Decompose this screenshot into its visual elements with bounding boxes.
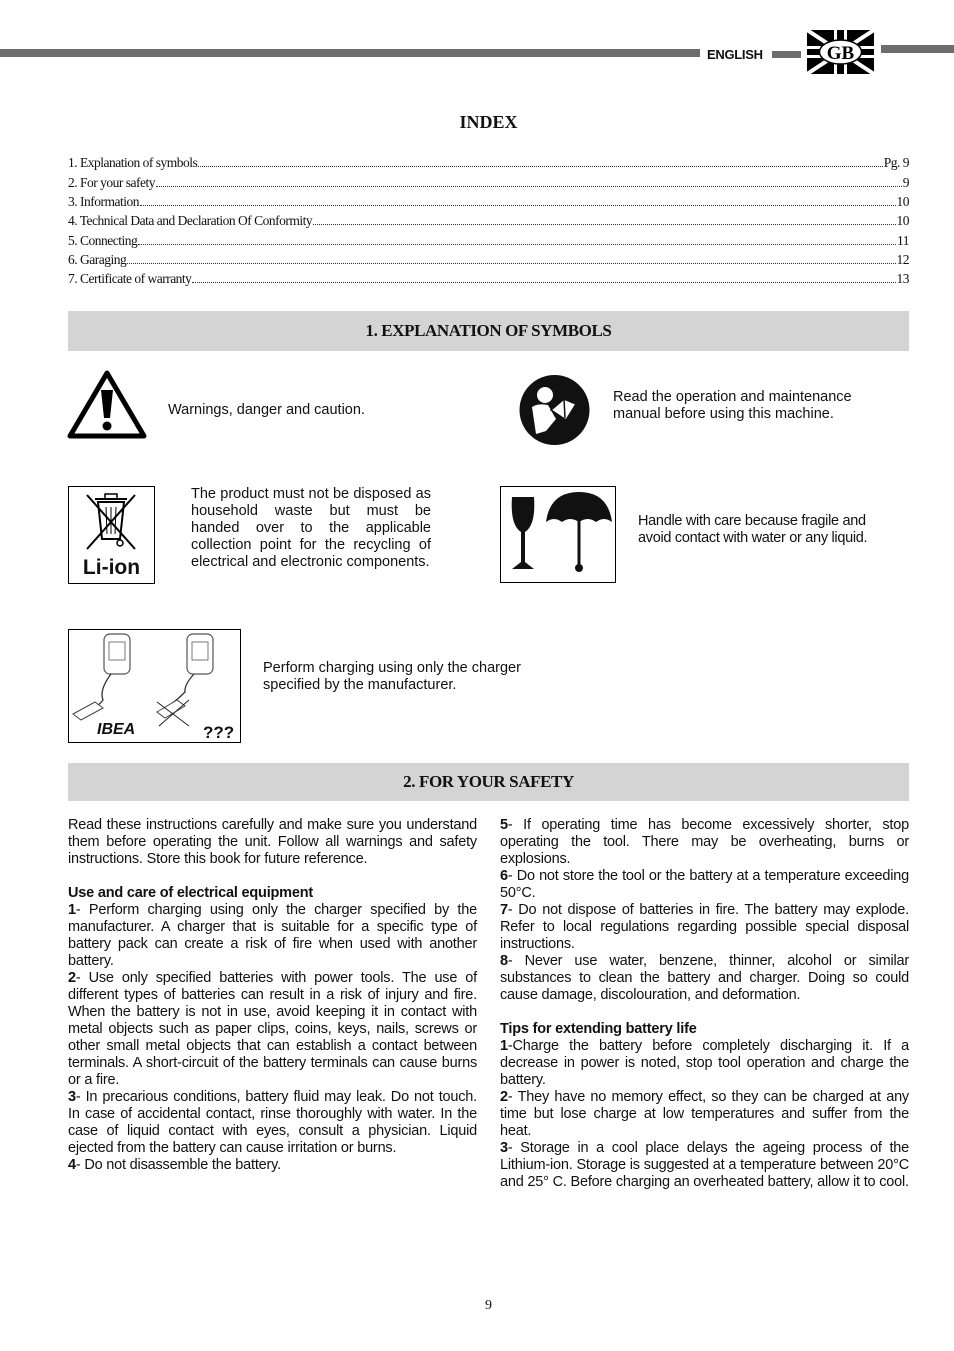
warning-triangle-icon xyxy=(67,370,147,440)
toc-entry-page: 10 xyxy=(896,213,909,228)
safety-intro: Read these instructions carefully and make sure you understand them before operating the unit. Follow all warnings and safety instructions. Store this book for future reference. xyxy=(68,817,477,867)
language-label: ENGLISH xyxy=(707,47,763,62)
crossed-bin-icon xyxy=(68,486,155,584)
toc-leader xyxy=(140,205,896,206)
toc-entry-label: 2. For your safety xyxy=(68,175,155,190)
safety-item: 3- In precarious conditions, battery fluid may leak. Do not touch. In case of accidental contact, rinse thoroughly with water. In the case of liquid contact with eyes, consult a physician. Liquid ejected from the battery can cause irritation or burns. xyxy=(68,1089,477,1156)
charger-only-icon xyxy=(68,629,241,743)
toc-leader xyxy=(127,263,895,264)
toc-entry-page: 12 xyxy=(896,252,909,267)
toc-entry[interactable] xyxy=(68,172,909,191)
index-title: INDEX xyxy=(459,112,518,132)
toc-leader xyxy=(198,166,882,167)
page-number: 9 xyxy=(485,1298,492,1313)
toc-entry[interactable] xyxy=(68,249,909,268)
toc-leader xyxy=(313,224,895,225)
gb-flag-icon xyxy=(807,30,874,74)
safety-item: 7- Do not dispose of batteries in fire. The battery may explode. Refer to local regulations regarding possible special disposal instructions. xyxy=(500,902,909,952)
toc-entry-page: 9 xyxy=(902,175,909,190)
toc-leader xyxy=(192,282,895,283)
header-rule-mid xyxy=(772,51,801,58)
safety-item: 1- Perform charging using only the charger specified by the manufacturer. A charger that is suitable for a specific type of battery pack can create a risk of fire when used with another battery. xyxy=(68,902,477,969)
read-manual-icon xyxy=(518,374,591,446)
toc-entry-page: 13 xyxy=(896,271,909,286)
tips-heading: Tips for extending battery life xyxy=(500,1021,697,1037)
toc-entry-label: 5. Connecting xyxy=(68,233,138,248)
toc-leader xyxy=(156,186,902,187)
toc-leader xyxy=(138,244,896,245)
charger-symbol-text: Perform charging using only the charger specified by the manufacturer. xyxy=(263,660,521,693)
section-heading-symbols: 1. EXPLANATION OF SYMBOLS xyxy=(68,311,909,351)
tip-item: 3- Storage in a cool place delays the ageing process of the Lithium-ion. Storage is suggested at a temperature between 20°C and 25° C. Before charging an overheated battery, allow it to cool. xyxy=(500,1140,909,1190)
safety-item: 5- If operating time has become excessively shorter, stop operating the tool. There may be overheating, burns or explosions. xyxy=(500,817,909,867)
safety-right-column xyxy=(500,817,909,1191)
section-heading-safety: 2. FOR YOUR SAFETY xyxy=(68,763,909,801)
tip-item: 1-Charge the battery before completely discharging it. If a decrease in power is noted, stop tool operation and charge the battery. xyxy=(500,1038,909,1088)
safety-left-column xyxy=(68,817,477,1174)
fragile-keep-dry-icon xyxy=(500,486,616,583)
header-rule-left xyxy=(0,49,700,57)
warning-symbol-text: Warnings, danger and caution. xyxy=(168,402,365,418)
toc-entry-page: Pg. 9 xyxy=(883,155,909,170)
toc-entry[interactable] xyxy=(68,152,909,171)
flag-label: GB xyxy=(826,43,855,64)
toc-entry-label: 4. Technical Data and Declaration Of Conformity xyxy=(68,213,313,228)
header-rule-right xyxy=(881,45,954,53)
toc-entry-label: 1. Explanation of symbols xyxy=(68,155,198,170)
safety-item: 4- Do not disassemble the battery. xyxy=(68,1157,281,1173)
toc-entry-page: 10 xyxy=(896,194,909,209)
toc-entry-label: 7. Certificate of warranty xyxy=(68,271,192,286)
charger-unknown-label: ??? xyxy=(203,723,235,742)
toc-entry[interactable] xyxy=(68,191,909,210)
toc-entry[interactable] xyxy=(68,230,909,249)
fragile-symbol-text: Handle with care because fragile and avoid contact with water or any liquid. xyxy=(638,513,868,546)
toc-entry-page: 11 xyxy=(897,233,909,248)
toc-entry[interactable] xyxy=(68,210,909,229)
charger-brand-label: IBEA xyxy=(97,721,136,738)
safety-item: 8- Never use water, benzene, thinner, alcohol or similar substances to clean the battery and charger. Doing so could cause damage, discolouration, and deformation. xyxy=(500,953,909,1003)
tip-item: 2- They have no memory effect, so they can be charged at any time but lose charge at low temperatures and suffer from the heat. xyxy=(500,1089,909,1139)
li-ion-label: Li-ion xyxy=(82,556,141,579)
safety-item: 6- Do not store the tool or the battery at a temperature exceeding 50°C. xyxy=(500,868,909,901)
manual-symbol-text: Read the operation and maintenance manual before using this machine. xyxy=(613,389,852,422)
toc-entry-label: 3. Information xyxy=(68,194,139,209)
use-care-heading: Use and care of electrical equipment xyxy=(68,885,314,901)
safety-item: 2- Use only specified batteries with power tools. The use of different types of batteries can result in a risk of injury and fire. When the battery is not in use, avoid keeping it in contact with metal objects such as paper clips, coins, keys, nails, screws or other small metal objects that can establish a contact between terminals. A short-circuit of the battery terminals can cause burns or a fire. xyxy=(68,970,477,1088)
disposal-symbol-text: The product must not be disposed as household waste but must be handed over to the applicable collection point for the recycling of electrical and electronic components. xyxy=(191,486,431,570)
toc-entry[interactable] xyxy=(68,268,909,287)
toc-entry-label: 6. Garaging xyxy=(68,252,127,267)
